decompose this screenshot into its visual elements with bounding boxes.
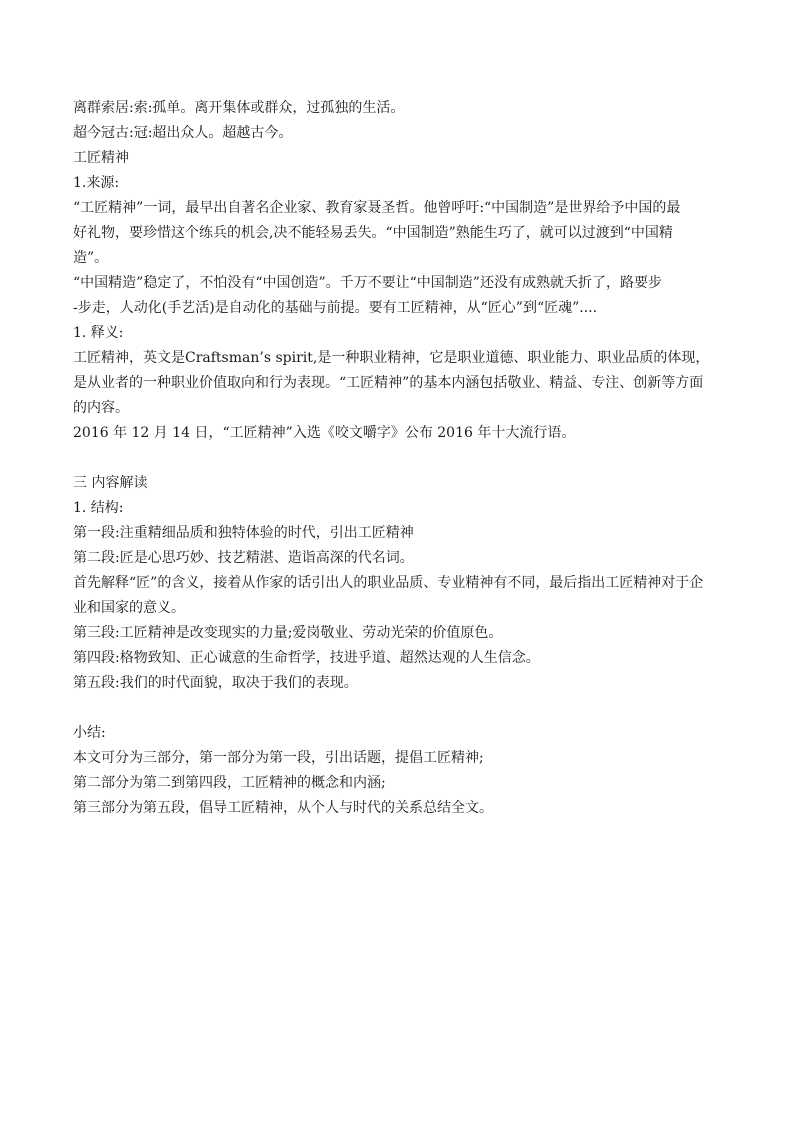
text-line: 本文可分为三部分，第一部分为第一段，引出话题，提倡工匠精神; <box>73 750 484 766</box>
section-heading: 三 内容解读 <box>73 475 148 491</box>
document-body <box>73 96 733 821</box>
blank-line <box>73 696 733 721</box>
text-line: 第二部分为第二到第四段，工匠精神的概念和内涵; <box>73 775 386 791</box>
text-line: 造”。 <box>73 250 109 266</box>
subheading-structure: 1. 结构: <box>73 500 124 516</box>
text-line: 好礼物，要珍惜这个练兵的机会,决不能轻易丢失。“中国制造”熟能生巧了，就可以过渡到“中国精 <box>73 225 673 241</box>
text-line: 第三段:工匠精神是改变现实的力量;爱岗敬业、劳动光荣的价值原色。 <box>73 625 503 641</box>
text-line: 超今冠古:冠:超出众人。超越古今。 <box>73 125 293 141</box>
subheading-source: 1.来源: <box>73 175 120 191</box>
text-line: 第二段:匠是心思巧妙、技艺精湛、造诣高深的代名词。 <box>73 550 414 566</box>
text-line: 2016 年 12 月 14 日，“工匠精神”入选《咬文嚼字》公布 2016 年十大流行语。 <box>73 425 576 441</box>
summary-heading: 小结: <box>73 725 106 741</box>
text-line: 业和国家的意义。 <box>73 600 185 616</box>
text-line: 第四段:格物致知、正心诚意的生命哲学，技进乎道、超然达观的人生信念。 <box>73 650 540 666</box>
text-line: 第三部分为第五段，倡导工匠精神，从个人与时代的关系总结全文。 <box>73 800 493 816</box>
text-line: “工匠精神”一词，最早出自著名企业家、教育家聂圣哲。他曾呼吁:“中国制造”是世界给予中国的最 <box>73 200 681 216</box>
subheading-meaning: 1. 释义: <box>73 325 124 341</box>
text-line: 是从业者的一种职业价值取向和行为表现。“工匠精神”的基本内涵包括敬业、精益、专注、创新等方面 <box>73 375 704 391</box>
text-line: “中国精造”稳定了，不怕没有“中国创造”。千万不要让“中国制造”还没有成熟就夭折了，路要步 <box>73 275 662 291</box>
section-heading: 工匠精神 <box>73 150 129 166</box>
text-line: 的内容。 <box>73 400 129 416</box>
text-line: 首先解释“匠”的含义，接着从作家的话引出人的职业品质、专业精神有不同，最后指出工匠精神对于企 <box>73 575 704 591</box>
text-line: 第五段:我们的时代面貌，取决于我们的表现。 <box>73 675 358 691</box>
text-line: 第一段:注重精细品质和独特体验的时代，引出工匠精神 <box>73 525 414 541</box>
text-line: -步走，人动化(手艺活)是自动化的基础与前提。要有工匠精神，从“匠心”到“匠魂”.... <box>73 300 598 316</box>
text-line: 工匠精神，英文是Craftsman’s spirit,是一种职业精神，它是职业道德、职业能力、职业品质的体现， <box>73 350 710 366</box>
blank-line <box>73 446 733 471</box>
text-line: 离群索居:索:孤单。离开集体或群众，过孤独的生活。 <box>73 100 405 116</box>
